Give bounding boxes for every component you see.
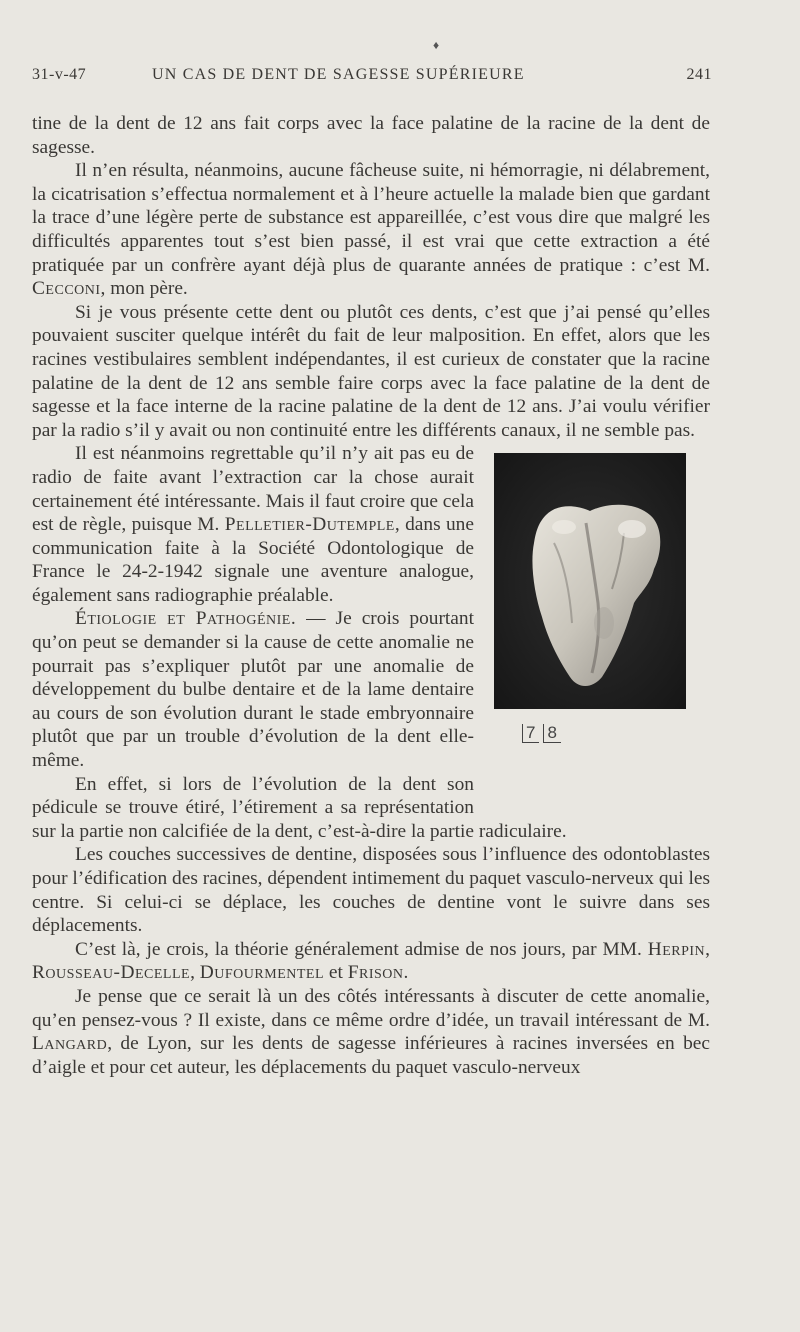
paragraph-8-text: C’est là, je crois, la théorie généralement admise de nos jours, par MM. (75, 938, 642, 960)
author-name-pelletier: Pelletier-Dutemple (224, 514, 395, 536)
paragraph-1: tine de la dent de 12 ans fait corps avec la face palatine de la racine de la dent de sagesse. (32, 113, 710, 158)
tooth-figure (488, 453, 710, 793)
header-title: UN CAS DE DENT DE SAGESSE SUPÉRIEURE (152, 66, 525, 83)
paragraph-2-text: Il n’en résulta, néanmoins, aucune fâcheuse suite, ni hémorragie, ni délabrement, la cicatrisation s’effectua normalement et à l’heure actuelle la malade bien que gardant la trace d’une légère perte de substance est appareillée, c’est vous dire que malgré les difficultés apparentes tout s’est bien passé, il est vrai que cette extraction a été pratiquée par un confrère ayant déjà plus de quarante années de pratique : c’est M. (32, 160, 710, 276)
author-name-langard: Langard (32, 1033, 108, 1055)
comma: , (705, 938, 710, 960)
paragraph-8-end: . (403, 962, 409, 984)
body-text (32, 112, 710, 1079)
caption-tooth-7: 7 (522, 724, 539, 743)
paragraph-9 (32, 985, 710, 1079)
paragraph-5-text: — Je crois pourtant qu’on peut se demander si la cause de cette anomalie ne pourrait pas s’expliquer plutôt par une anomalie de développement du bulbe dentaire et de la lame dentaire au cours de son évolution durant le stade embryonnaire plutôt que par un trouble d’évolution de la dent elle-même. (32, 608, 474, 772)
caption-tooth-8: 8 (543, 724, 560, 743)
paragraph-4-text: Il est néanmoins regrettable qu’il n’y ait pas eu de radio de faite avant l’extraction car la chose aurait certainement été intéressante. Mais il faut croire que cela est de règle, puisque M. (32, 443, 474, 536)
header-date: 31-v-47 (32, 66, 87, 83)
paragraph-3: Si je vous présente cette dent ou plutôt ces dents, c’est que j’ai pensé qu’elles pouvaient susciter quelque intérêt du fait de leur malposition. En effet, alors que les racines vestibulaires semblent indépendantes, il est curieux de constater que la racine palatine de la dent de 12 ans semble faire corps avec la face palatine de la dent de sagesse et la face interne de la racine palatine de la dent de 12 ans. J’ai voulu vérifier par la radio s’il y avait ou non continuité entre les différents canaux, il ne semble pas. (32, 301, 710, 441)
comma: , (190, 962, 195, 984)
paragraph-6: En effet, si lors de l’évolution de la dent son pédicule se trouve étiré, l’étirement a sa représentation sur la partie non calcifiée de la dent, c’est-à-dire la partie radiculaire. (32, 773, 567, 842)
conjunction-et: et (328, 962, 343, 984)
author-name-frison: Frison (347, 962, 404, 984)
page-number: 241 (686, 66, 712, 83)
author-name-dufourmentel: Dufourmentel (199, 962, 325, 984)
paragraph-8 (32, 938, 710, 985)
author-name-cecconi: Cecconi (32, 278, 101, 300)
figure-caption (522, 721, 642, 745)
paragraph-9-end: , de Lyon, sur les dents de sagesse inférieures à racines inversées en bec d’aigle et pour cet auteur, les déplacements du paquet vasculo-nerveux (32, 1033, 710, 1078)
paragraph-7: Les couches successives de dentine, disposées sous l’influence des odontoblastes pour l’édification des racines, dépendent intimement du paquet vasculo-nerveux qui les centre. Si celui-ci se déplace, les couches de dentine vont le suivre dans ses déplacements. (32, 844, 710, 937)
header-ornament: ♦ (433, 38, 440, 52)
running-head (32, 66, 712, 90)
author-name-rousseau-decelle: Rousseau-Decelle (32, 962, 191, 984)
paragraph-2-end: , mon père. (100, 278, 188, 300)
paragraph-4-end: , dans une communication faite à la Société Odontologique de France le 24-2-1942 signale une aventure analogue, également sans radiographie préalable. (32, 514, 474, 606)
paragraph-9-text: Je pense que ce serait là un des côtés intéressants à discuter de cette anomalie, qu’en pensez-vous ? Il existe, dans ce même ordre d’idée, un travail intéressant de M. (32, 985, 710, 1031)
extracted-teeth-image (494, 453, 686, 709)
paragraph-2 (32, 159, 710, 301)
tooth-photograph (494, 453, 686, 709)
author-name-herpin: Herpin (647, 938, 706, 960)
section-heading-etiologie: Étiologie et Pathogénie. (75, 608, 297, 630)
